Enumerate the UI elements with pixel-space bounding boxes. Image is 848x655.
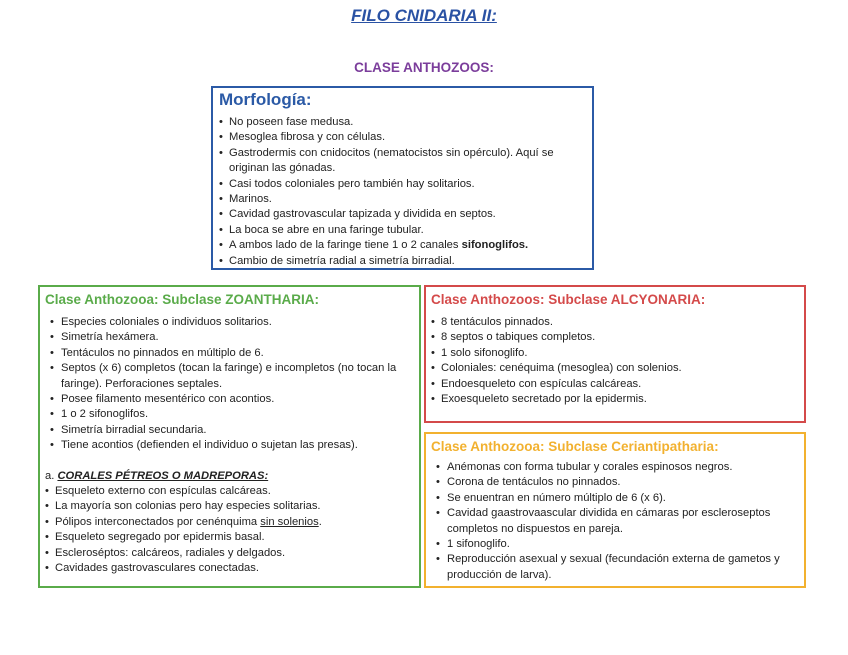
morfologia-box xyxy=(211,86,594,270)
alcyonaria-title: Clase Anthozoos: Subclase ALCYONARIA: xyxy=(431,292,706,307)
zoantharia-title: Clase Anthozooa: Subclase ZOANTHARIA: xyxy=(45,292,320,307)
polipos-text: Pólipos interconectados por cenénquima xyxy=(55,515,261,528)
list-item: • Simetría birradial secundaria. xyxy=(45,423,414,438)
list-item: • Endoesqueleto con espículas calcáreas. xyxy=(431,377,799,392)
list-item: • Posee filamento mesentérico con acontios. xyxy=(45,392,414,407)
list-item: • 1 sifonoglifo. xyxy=(431,537,799,552)
list-item: • Septos (x 6) completos (tocan la faringe) e incompletos (no tocan la faringe). Perforaciones septales. xyxy=(45,361,414,392)
list-item: • Marinos. xyxy=(219,192,586,207)
list-item: • Mesoglea fibrosa y con células. xyxy=(219,130,586,145)
list-item: • Casi todos coloniales pero también hay solitarios. xyxy=(219,177,586,192)
list-item: • Corona de tentáculos no pinnados. xyxy=(431,475,799,490)
list-item: • Esqueleto externo con espículas calcáreas. xyxy=(45,484,414,499)
list-item: • Especies coloniales o individuos solitarios. xyxy=(45,315,414,330)
list-item: • Se enuentran en número múltiplo de 6 (x 6). xyxy=(431,491,799,506)
ceriantipatharia-box xyxy=(424,432,806,588)
corales-heading xyxy=(45,469,414,484)
polipos-end: . xyxy=(318,515,322,528)
zoantharia-box xyxy=(38,285,421,588)
list-item: • La boca se abre en una faringe tubular. xyxy=(219,223,586,238)
list-item: • Exoesqueleto secretado por la epidermis. xyxy=(431,392,799,407)
list-item: • Cavidad gastrovascular tapizada y dividida en septos. xyxy=(219,207,586,222)
morfologia-title: Morfología: xyxy=(219,90,312,109)
list-item: • Reproducción asexual y sexual (fecundación externa de gametos y producción de larva). xyxy=(431,552,799,583)
list-item: • 1 solo sifonoglifo. xyxy=(431,346,799,361)
list-item: • Esqueleto segregado por epidermis basal. xyxy=(45,530,414,545)
list-item: • Tentáculos no pinnados en múltiplo de 6. xyxy=(45,346,414,361)
sifono-bold: sifonoglifos. xyxy=(461,239,529,252)
ceriantipatharia-list xyxy=(431,460,799,583)
list-item: • Escleroséptos: calcáreos, radiales y delgados. xyxy=(45,546,414,561)
zoantharia-list xyxy=(45,315,414,454)
list-item-polipos xyxy=(45,515,414,530)
list-item: • Cavidades gastrovasculares conectadas. xyxy=(45,561,414,576)
list-item-sifonoglifos xyxy=(219,238,586,253)
page-title: FILO CNIDARIA II: xyxy=(351,6,497,25)
list-item: • Cavidad gaastrovaascular dividida en cámaras por escleroseptos completos no dispuestos en pareja. xyxy=(431,506,799,537)
polipos-underlined: sin solenios xyxy=(260,515,319,528)
corales-prefix: a. xyxy=(45,469,58,482)
list-item: • Tiene acontios (defienden el individuo o sujetan las presas). xyxy=(45,438,414,453)
list-item: • Gastrodermis con cnidocitos (nematocistos sin opérculo). Aquí se originan las gónadas. xyxy=(219,146,586,177)
list-item: • 1 o 2 sifonoglifos. xyxy=(45,407,414,422)
ceriantipatharia-title: Clase Anthozooa: Subclase Ceriantipatharia: xyxy=(431,439,719,454)
alcyonaria-list xyxy=(431,315,799,407)
morfologia-list xyxy=(219,115,586,269)
list-item: • 8 tentáculos pinnados. xyxy=(431,315,799,330)
list-item: • Coloniales: cenéquima (mesoglea) con solenios. xyxy=(431,361,799,376)
list-item: • 8 septos o tabiques completos. xyxy=(431,330,799,345)
corales-title: CORALES PÉTREOS O MADREPORAS: xyxy=(57,469,269,482)
list-item: • No poseen fase medusa. xyxy=(219,115,586,130)
alcyonaria-box xyxy=(424,285,806,423)
corales-list xyxy=(45,484,414,576)
list-item: • La mayoría son colonias pero hay especies solitarias. xyxy=(45,499,414,514)
list-item: • Anémonas con forma tubular y corales espinosos negros. xyxy=(431,460,799,475)
list-item: • Simetría hexámera. xyxy=(45,330,414,345)
list-item: • Cambio de simetría radial a simetría birradial. xyxy=(219,254,586,269)
sifono-text: A ambos lado de la faringe tiene 1 o 2 canales xyxy=(229,239,462,252)
page-subtitle: CLASE ANTHOZOOS: xyxy=(354,60,494,75)
